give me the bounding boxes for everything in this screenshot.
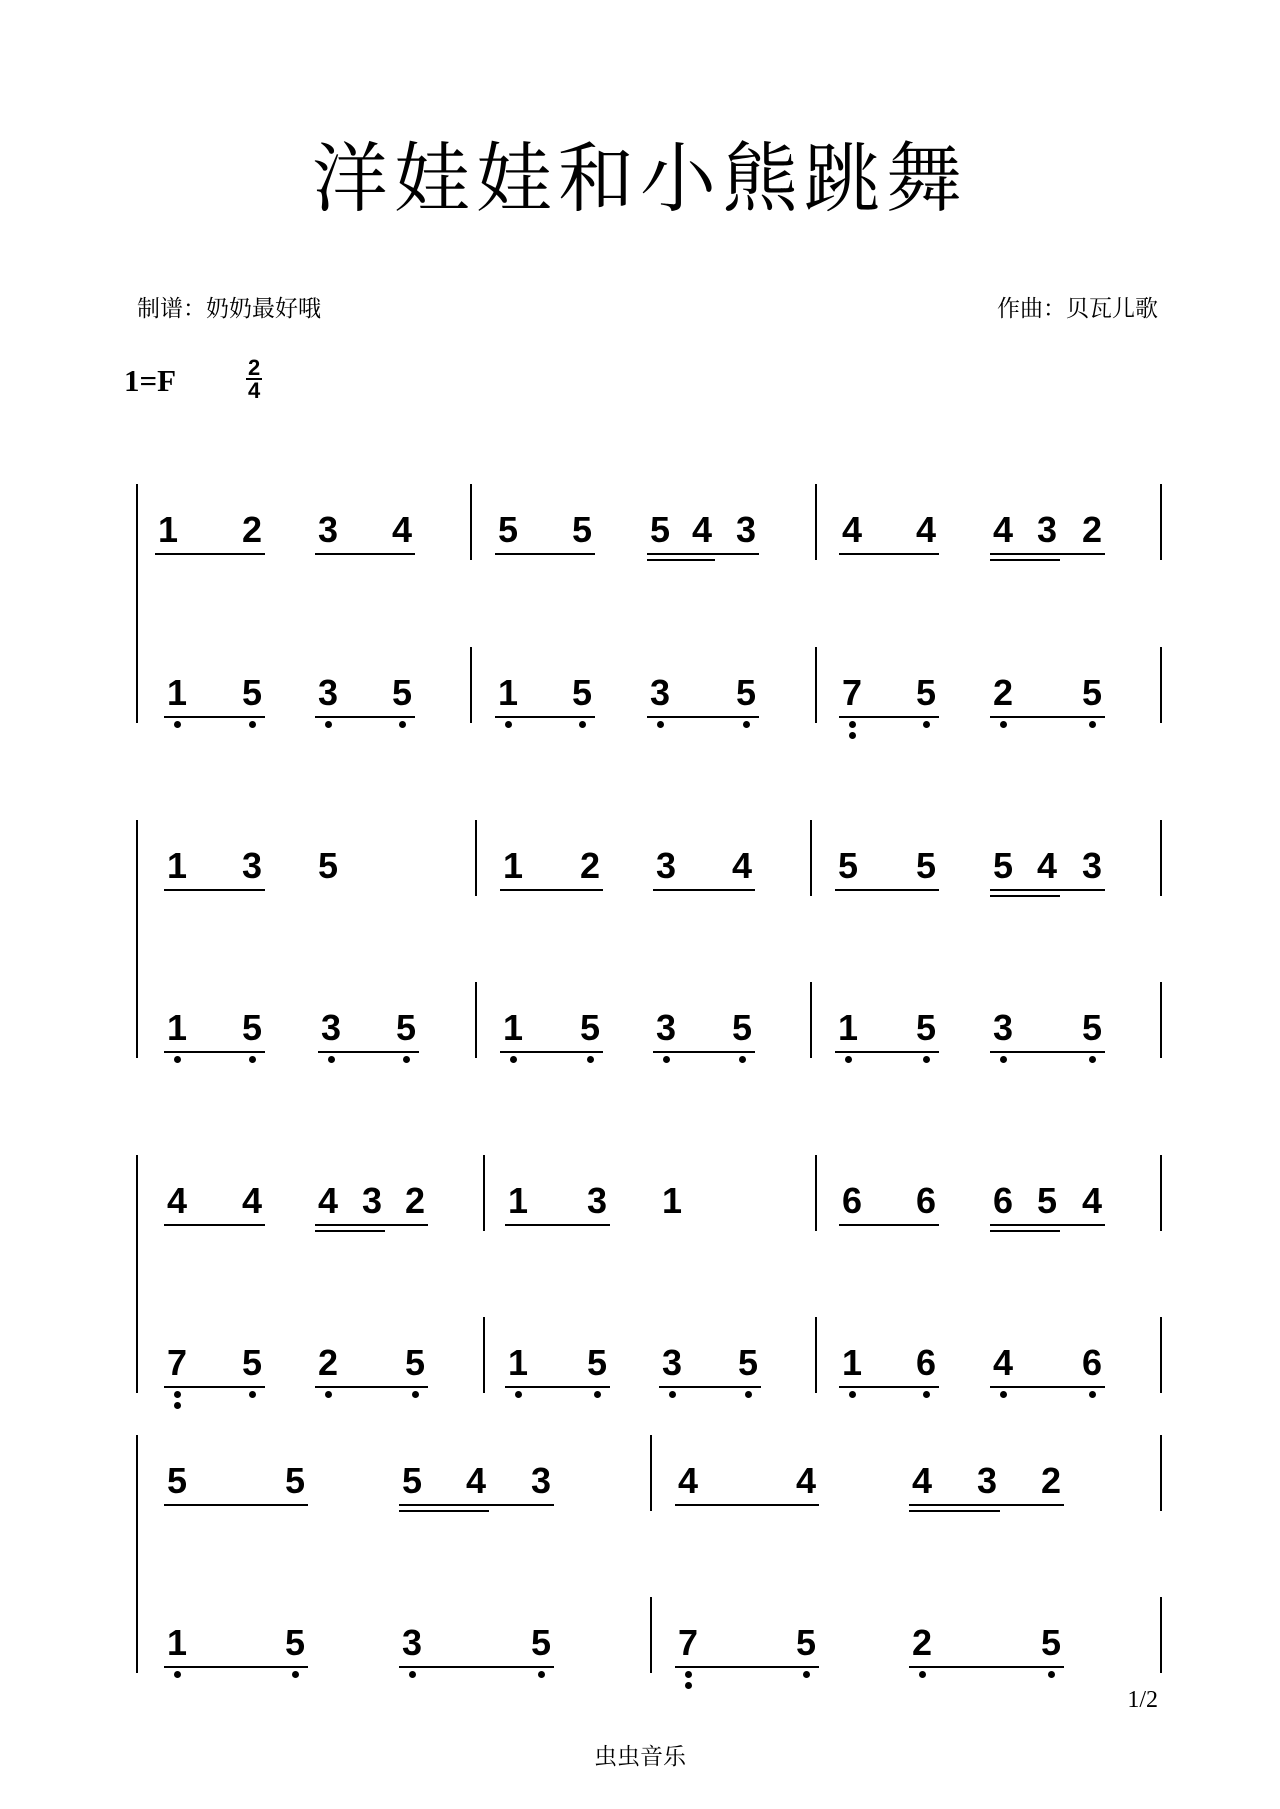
melody-note: 4	[841, 509, 863, 550]
eighth-beam	[399, 1666, 554, 1668]
bass-note: 1	[166, 672, 188, 713]
eighth-beam	[318, 1051, 419, 1053]
low-octave-dot	[923, 1391, 930, 1398]
low-octave-dot	[1089, 1056, 1096, 1063]
eighth-beam	[315, 553, 415, 555]
eighth-beam	[399, 1504, 554, 1506]
melody-note: 4	[992, 509, 1014, 550]
low-octave-dot	[1048, 1671, 1055, 1678]
eighth-beam	[839, 1224, 939, 1226]
low-octave-dot	[249, 721, 256, 728]
composer-credit: 作曲：贝瓦儿歌	[997, 296, 1158, 322]
eighth-beam	[675, 1666, 819, 1668]
low-octave-dot	[249, 1391, 256, 1398]
low-octave-dot	[403, 1056, 410, 1063]
eighth-beam	[909, 1510, 1000, 1512]
melody-note: 3	[317, 509, 339, 550]
bass-note: 1	[166, 1007, 188, 1048]
system-left-line	[136, 1155, 138, 1393]
melody-note: 1	[502, 845, 524, 886]
melody-note: 3	[586, 1180, 608, 1221]
eighth-beam	[839, 553, 939, 555]
low-octave-dot	[743, 721, 750, 728]
bass-note: 5	[915, 1007, 937, 1048]
barline	[483, 1317, 485, 1393]
page-number: 1/2	[1127, 1687, 1158, 1713]
melody-note: 4	[691, 509, 713, 550]
low-octave-dot	[849, 721, 856, 728]
melody-note: 4	[915, 509, 937, 550]
low-octave-dot	[685, 1671, 692, 1678]
melody-note: 6	[841, 1180, 863, 1221]
low-octave-dot	[292, 1671, 299, 1678]
bass-note: 5	[241, 672, 263, 713]
low-octave-dot	[579, 721, 586, 728]
melody-note: 1	[507, 1180, 529, 1221]
low-octave-dot	[923, 1056, 930, 1063]
eighth-beam	[495, 716, 595, 718]
melody-note: 2	[579, 845, 601, 886]
melody-note: 6	[915, 1180, 937, 1221]
bass-note: 5	[284, 1622, 306, 1663]
melody-note: 6	[992, 1180, 1014, 1221]
eighth-beam	[315, 1386, 428, 1388]
melody-note: 4	[731, 845, 753, 886]
melody-note: 4	[795, 1460, 817, 1501]
low-octave-dot	[515, 1391, 522, 1398]
melody-note: 2	[241, 509, 263, 550]
melody-note: 4	[241, 1180, 263, 1221]
melody-note: 5	[649, 509, 671, 550]
melody-note: 5	[992, 845, 1014, 886]
barline	[815, 1155, 817, 1231]
barline	[1160, 484, 1162, 560]
bass-note: 5	[391, 672, 413, 713]
low-octave-dot	[510, 1056, 517, 1063]
bass-note: 2	[992, 672, 1014, 713]
system-left-line	[136, 1435, 138, 1673]
melody-note: 3	[361, 1180, 383, 1221]
bass-note: 1	[502, 1007, 524, 1048]
low-octave-dot	[174, 1402, 181, 1409]
eighth-beam	[164, 1051, 265, 1053]
eighth-beam	[990, 1230, 1060, 1232]
melody-note: 1	[166, 845, 188, 886]
low-octave-dot	[745, 1391, 752, 1398]
melody-note: 4	[317, 1180, 339, 1221]
bass-note: 5	[735, 672, 757, 713]
bass-note: 5	[586, 1342, 608, 1383]
eighth-beam	[990, 559, 1060, 561]
low-octave-dot	[174, 721, 181, 728]
barline	[483, 1155, 485, 1231]
low-octave-dot	[1000, 1391, 1007, 1398]
bass-note: 6	[915, 1342, 937, 1383]
melody-note: 4	[677, 1460, 699, 1501]
system-left-line	[136, 484, 138, 723]
bass-note: 5	[395, 1007, 417, 1048]
bass-note: 1	[166, 1622, 188, 1663]
bass-note: 3	[401, 1622, 423, 1663]
bass-note: 5	[1040, 1622, 1062, 1663]
bass-note: 5	[1081, 672, 1103, 713]
melody-note: 5	[317, 845, 339, 886]
bass-note: 3	[661, 1342, 683, 1383]
eighth-beam	[164, 1224, 265, 1226]
barline	[1160, 1435, 1162, 1511]
eighth-beam	[835, 1051, 939, 1053]
eighth-beam	[164, 1386, 265, 1388]
low-octave-dot	[923, 721, 930, 728]
barline	[1160, 1155, 1162, 1231]
melody-note: 1	[157, 509, 179, 550]
eighth-beam	[164, 889, 265, 891]
bass-note: 2	[911, 1622, 933, 1663]
bass-note: 5	[915, 672, 937, 713]
melody-note: 4	[1081, 1180, 1103, 1221]
low-octave-dot	[657, 721, 664, 728]
barline	[470, 484, 472, 560]
arranger-credit: 制谱：奶奶最好哦	[137, 296, 321, 322]
barline	[815, 647, 817, 723]
key-signature: 1=F	[124, 363, 177, 398]
eighth-beam	[500, 1051, 603, 1053]
bass-note: 5	[579, 1007, 601, 1048]
eighth-beam	[495, 553, 595, 555]
low-octave-dot	[739, 1056, 746, 1063]
barline	[1160, 647, 1162, 723]
time-signature-top: 2	[248, 355, 261, 380]
bass-note: 1	[837, 1007, 859, 1048]
low-octave-dot	[1000, 1056, 1007, 1063]
eighth-beam	[839, 716, 939, 718]
bass-note: 7	[677, 1622, 699, 1663]
barline	[810, 982, 812, 1058]
low-octave-dot	[328, 1056, 335, 1063]
bass-note: 5	[737, 1342, 759, 1383]
bass-note: 5	[795, 1622, 817, 1663]
eighth-beam	[164, 716, 265, 718]
low-octave-dot	[538, 1671, 545, 1678]
low-octave-dot	[1089, 721, 1096, 728]
barline	[1160, 982, 1162, 1058]
low-octave-dot	[325, 721, 332, 728]
eighth-beam	[164, 1504, 308, 1506]
low-octave-dot	[174, 1056, 181, 1063]
bass-note: 1	[497, 672, 519, 713]
melody-note: 3	[241, 845, 263, 886]
eighth-beam	[315, 716, 415, 718]
score-title: 洋娃娃和小熊跳舞	[312, 134, 968, 223]
bass-note: 6	[1081, 1342, 1103, 1383]
eighth-beam	[315, 1224, 428, 1226]
melody-note: 2	[1081, 509, 1103, 550]
melody-note: 3	[1036, 509, 1058, 550]
low-octave-dot	[249, 1056, 256, 1063]
melody-note: 4	[465, 1460, 487, 1501]
barline	[470, 647, 472, 723]
melody-note: 5	[837, 845, 859, 886]
barline	[1160, 1317, 1162, 1393]
barline	[1160, 820, 1162, 896]
melody-note: 5	[1036, 1180, 1058, 1221]
barline	[815, 1317, 817, 1393]
low-octave-dot	[849, 732, 856, 739]
bass-note: 4	[992, 1342, 1014, 1383]
eighth-beam	[990, 889, 1105, 891]
eighth-beam	[659, 1386, 761, 1388]
bass-note: 5	[241, 1007, 263, 1048]
barline	[1160, 1597, 1162, 1673]
bass-note: 5	[571, 672, 593, 713]
low-octave-dot	[174, 1671, 181, 1678]
time-signature-bottom: 4	[248, 378, 261, 403]
eighth-beam	[505, 1224, 610, 1226]
bass-note: 7	[166, 1342, 188, 1383]
melody-note: 4	[911, 1460, 933, 1501]
bass-note: 5	[404, 1342, 426, 1383]
bass-note: 3	[655, 1007, 677, 1048]
low-octave-dot	[845, 1056, 852, 1063]
bass-note: 1	[507, 1342, 529, 1383]
low-octave-dot	[849, 1391, 856, 1398]
eighth-beam	[990, 1224, 1105, 1226]
melody-note: 4	[1036, 845, 1058, 886]
low-octave-dot	[663, 1056, 670, 1063]
low-octave-dot	[587, 1056, 594, 1063]
melody-note: 4	[166, 1180, 188, 1221]
barline	[810, 820, 812, 896]
low-octave-dot	[409, 1671, 416, 1678]
eighth-beam	[839, 1386, 939, 1388]
low-octave-dot	[1089, 1391, 1096, 1398]
melody-note: 2	[1040, 1460, 1062, 1501]
bass-note: 5	[731, 1007, 753, 1048]
eighth-beam	[909, 1504, 1064, 1506]
melody-note: 2	[404, 1180, 426, 1221]
eighth-beam	[155, 553, 265, 555]
eighth-beam	[675, 1504, 819, 1506]
low-octave-dot	[803, 1671, 810, 1678]
eighth-beam	[990, 716, 1105, 718]
melody-note: 3	[655, 845, 677, 886]
melody-note: 3	[735, 509, 757, 550]
low-octave-dot	[1000, 721, 1007, 728]
melody-note: 4	[391, 509, 413, 550]
melody-note: 3	[530, 1460, 552, 1501]
melody-note: 5	[571, 509, 593, 550]
bass-note: 5	[241, 1342, 263, 1383]
barline	[475, 820, 477, 896]
melody-note: 5	[166, 1460, 188, 1501]
low-octave-dot	[594, 1391, 601, 1398]
bass-note: 3	[320, 1007, 342, 1048]
low-octave-dot	[412, 1391, 419, 1398]
bass-note: 3	[992, 1007, 1014, 1048]
melody-note: 5	[915, 845, 937, 886]
low-octave-dot	[685, 1682, 692, 1689]
eighth-beam	[500, 889, 603, 891]
bass-note: 5	[1081, 1007, 1103, 1048]
bass-note: 7	[841, 672, 863, 713]
low-octave-dot	[919, 1671, 926, 1678]
barline	[650, 1597, 652, 1673]
melody-note: 3	[1081, 845, 1103, 886]
eighth-beam	[990, 1051, 1105, 1053]
eighth-beam	[647, 553, 759, 555]
melody-note: 5	[497, 509, 519, 550]
eighth-beam	[164, 1666, 308, 1668]
barline	[650, 1435, 652, 1511]
bass-note: 5	[530, 1622, 552, 1663]
bass-note: 1	[841, 1342, 863, 1383]
barline	[815, 484, 817, 560]
eighth-beam	[835, 889, 939, 891]
low-octave-dot	[174, 1391, 181, 1398]
melody-note: 1	[661, 1180, 683, 1221]
eighth-beam	[647, 716, 759, 718]
melody-note: 3	[976, 1460, 998, 1501]
low-octave-dot	[505, 721, 512, 728]
melody-note: 5	[284, 1460, 306, 1501]
eighth-beam	[647, 559, 715, 561]
eighth-beam	[909, 1666, 1064, 1668]
bass-note: 3	[649, 672, 671, 713]
eighth-beam	[990, 1386, 1105, 1388]
eighth-beam	[653, 889, 755, 891]
bass-note: 3	[317, 672, 339, 713]
bass-note: 2	[317, 1342, 339, 1383]
eighth-beam	[990, 553, 1105, 555]
melody-note: 5	[401, 1460, 423, 1501]
eighth-beam	[315, 1230, 385, 1232]
eighth-beam	[990, 895, 1060, 897]
eighth-beam	[505, 1386, 610, 1388]
eighth-beam	[653, 1051, 755, 1053]
system-left-line	[136, 820, 138, 1058]
low-octave-dot	[325, 1391, 332, 1398]
low-octave-dot	[399, 721, 406, 728]
low-octave-dot	[669, 1391, 676, 1398]
footer-brand: 虫虫音乐	[594, 1744, 686, 1770]
eighth-beam	[399, 1510, 489, 1512]
barline	[475, 982, 477, 1058]
